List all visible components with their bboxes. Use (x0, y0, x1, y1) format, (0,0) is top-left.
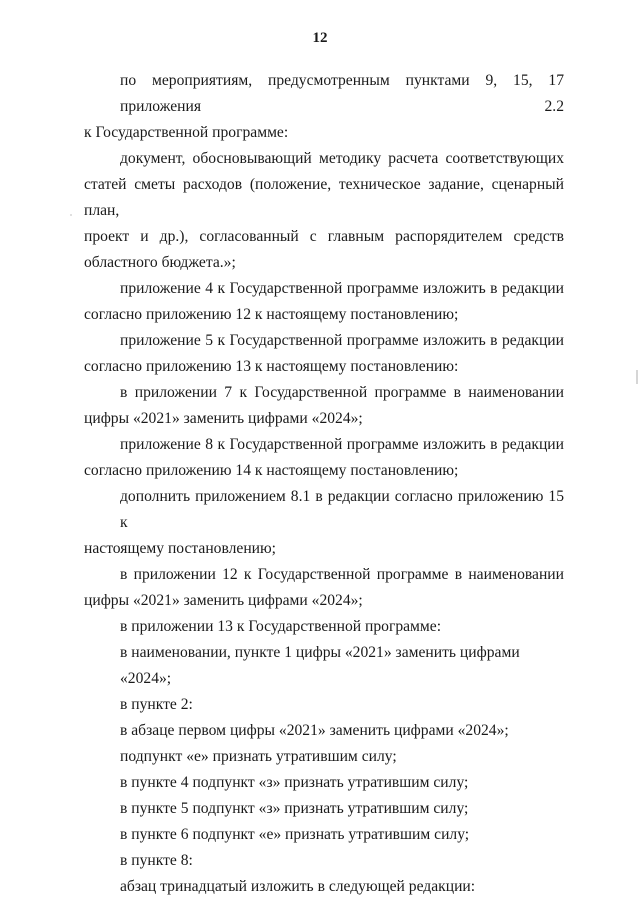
text-line: по мероприятиям, предусмотренным пунктами 9, 15, 17 приложения 2.2 (120, 72, 564, 115)
text-line: в абзаце первом цифры «2021» заменить цифрами «2024»; (120, 722, 509, 739)
paragraph (84, 276, 564, 328)
text-line: цифры «2021» заменить цифрами «2024»; (84, 410, 363, 427)
paragraph (84, 432, 564, 484)
text-line: в пункте 4 подпункт «з» признать утратившим силу; (120, 774, 469, 791)
scan-mark (636, 370, 638, 384)
document-body (84, 68, 564, 900)
text-line: приложение 8 к Государственной программе изложить в редакции (120, 436, 564, 453)
text-line: в пункте 6 подпункт «е» признать утратившим силу; (120, 826, 470, 843)
text-line: согласно приложению 13 к настоящему постановлению: (84, 358, 459, 375)
page-number: 12 (312, 30, 328, 46)
text-line: статей сметы расходов (положение, техническое задание, сценарный план, (84, 176, 564, 219)
text-line: в пункте 8: (120, 852, 193, 869)
text-line: документ, обосновывающий методику расчета соответствующих (120, 150, 564, 167)
text-line: в приложении 12 к Государственной программе в наименовании (120, 566, 564, 583)
text-line: в пункте 2: (120, 696, 193, 713)
text-line: подпункт «е» признать утратившим силу; (120, 748, 397, 765)
text-line: дополнить приложением 8.1 в редакции согласно приложению 15 к (120, 488, 564, 531)
text-line: настоящему постановлению; (84, 540, 277, 557)
paragraph (84, 146, 564, 276)
text-line: согласно приложению 12 к настоящему постановлению; (84, 306, 459, 323)
text-line: в приложении 7 к Государственной программе в наименовании (120, 384, 564, 401)
text-line: к Государственной программе: (84, 124, 289, 141)
text-line: приложение 5 к Государственной программе изложить в редакции (120, 332, 564, 349)
paragraph (84, 380, 564, 432)
text-line: приложение 4 к Государственной программе изложить в редакции (120, 280, 564, 297)
text-line: областного бюджета.»; (84, 254, 236, 271)
text-line: в пункте 5 подпункт «з» признать утратившим силу; (120, 800, 469, 817)
text-line: в приложении 13 к Государственной программе: (120, 618, 442, 635)
text-line: проект и др.), согласованный с главным распорядителем средств (84, 228, 564, 245)
paragraph (84, 328, 564, 380)
text-line: абзац тринадцатый изложить в следующей редакции: (120, 878, 476, 895)
text-line: согласно приложению 14 к настоящему постановлению; (84, 462, 459, 479)
paragraph (84, 484, 564, 562)
paragraph (84, 562, 564, 614)
text-line: цифры «2021» заменить цифрами «2024»; (84, 592, 363, 609)
paragraph (84, 68, 564, 146)
text-line: в наименовании, пункте 1 цифры «2021» заменить цифрами «2024»; (120, 644, 520, 687)
scan-mark (70, 214, 72, 216)
